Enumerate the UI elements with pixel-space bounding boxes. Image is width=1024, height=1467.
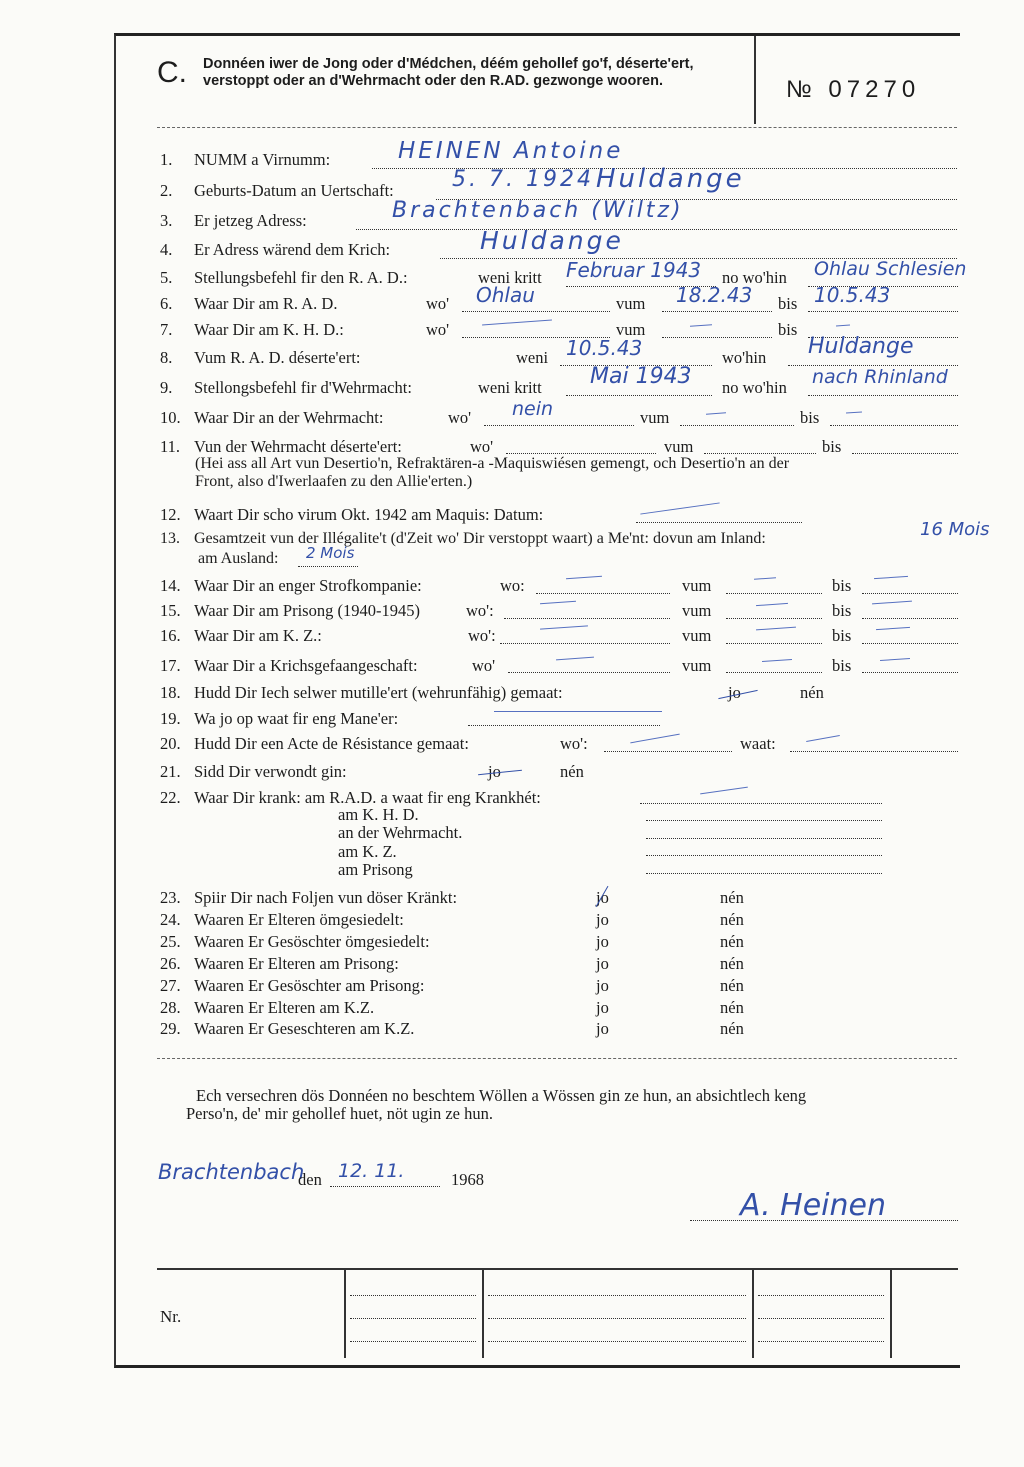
item-20-wo-label: wo': [560, 734, 588, 753]
item-17-vum-label: vum [682, 656, 712, 675]
item-16-bis-line[interactable] [862, 643, 958, 644]
item-8-where: Huldange [808, 334, 914, 359]
item-11-vum-label: vum [664, 437, 694, 456]
item-6-vum: 18.2.43 [676, 283, 753, 307]
item-18: 18. Hudd Dir Iech selwer mutille'ert (wehrunfähig) gemaat: [160, 683, 563, 702]
item-22-sub-kz: am K. Z. [338, 842, 397, 861]
item-26-nen[interactable]: nén [720, 954, 744, 973]
footer-col-1 [344, 1270, 346, 1358]
item-28-nen[interactable]: nén [720, 998, 744, 1017]
item-6: 6. Waar Dir am R. A. D. [160, 294, 338, 313]
item-16: 16. Waar Dir am K. Z.: [160, 626, 322, 645]
footer-col-3 [752, 1270, 754, 1358]
item-18-jo[interactable]: jo [728, 683, 741, 702]
item-4-value: Huldange [480, 226, 624, 255]
item-27: 27. Waaren Er Gesöschter am Prisong: [160, 976, 425, 995]
item-20-waat-line[interactable] [790, 751, 958, 752]
item-6-vum-line[interactable] [662, 311, 772, 312]
item-22-line-2[interactable] [646, 838, 882, 839]
item-5-where-label: no wo'hin [722, 268, 787, 287]
item-13-ausland-line[interactable] [298, 566, 358, 567]
item-10-wo: nein [512, 398, 554, 420]
item-3-value: Brachtenbach (Wiltz) [392, 198, 684, 223]
item-11-note-2: Front, also d'Iwerlaafen zu den Allie'erten.) [195, 473, 473, 490]
item-25-nen[interactable]: nén [720, 932, 744, 951]
item-15-wo-label: wo': [466, 601, 494, 620]
item-13-inland: 16 Mois [920, 519, 990, 540]
item-24-nen[interactable]: nén [720, 910, 744, 929]
item-10-wo-label: wo' [448, 408, 472, 427]
item-14-bis-label: bis [832, 576, 852, 595]
item-5: 5. Stellungsbefehl fir den R. A. D.: [160, 268, 408, 287]
item-22-line-3[interactable] [646, 855, 882, 856]
item-24-jo[interactable]: jo [596, 910, 609, 929]
item-28: 28. Waaren Er Elteren am K.Z. [160, 998, 375, 1017]
footer-cell-1-line-2[interactable] [350, 1318, 476, 1319]
item-29-nen[interactable]: nén [720, 1019, 744, 1038]
number-symbol: № [786, 76, 817, 103]
item-16-vum-line[interactable] [726, 643, 822, 644]
item-23-nen[interactable]: nén [720, 888, 744, 907]
declaration-line-2: Perso'n, de' mir gehollef huet, nöt ugin ze hun. [186, 1104, 494, 1123]
item-23-jo[interactable]: jo [596, 888, 609, 907]
item-17-bis-line[interactable] [862, 672, 958, 673]
footer-cell-3-line-1[interactable] [758, 1295, 884, 1296]
item-27-nen[interactable]: nén [720, 976, 744, 995]
item-3: 3. Er jetzeg Adress: [160, 211, 307, 230]
item-7-wo-label: wo' [426, 320, 450, 339]
item-22: 22. Waar Dir krank: am R.A.D. a waat fir eng Krankhét: [160, 788, 541, 807]
item-14-wo-label: wo: [500, 576, 525, 595]
item-3-line[interactable] [356, 229, 957, 230]
item-21-nen[interactable]: nén [560, 762, 584, 781]
item-10-vum-line[interactable] [680, 425, 794, 426]
item-9-where-label: no wo'hin [722, 378, 787, 397]
item-19-line[interactable] [468, 725, 660, 726]
item-5-when: Februar 1943 [566, 258, 702, 282]
item-25: 25. Waaren Er Gesöschter ömgesiedelt: [160, 932, 430, 951]
declaration-date-line[interactable] [330, 1186, 440, 1187]
item-7-bis-label: bis [778, 320, 798, 339]
item-11-wo-line[interactable] [506, 453, 656, 454]
header-divider [754, 36, 756, 124]
item-28-jo[interactable]: jo [596, 998, 609, 1017]
item-16-wo-label: wo': [468, 626, 496, 645]
item-1: 1. NUMM a Virnumm: [160, 150, 331, 169]
signature: A. Heinen [740, 1188, 886, 1223]
declaration-date: 12. 11. [338, 1160, 405, 1182]
item-16-vum-label: vum [682, 626, 712, 645]
footer-cell-3-line-3[interactable] [758, 1341, 884, 1342]
item-17: 17. Waar Dir a Krichsgefaangeschaft: [160, 656, 418, 675]
item-9-where-line[interactable] [808, 395, 958, 396]
declaration-den: den [298, 1170, 322, 1189]
footer-rule [157, 1268, 958, 1270]
item-7: 7. Waar Dir am K. H. D.: [160, 320, 344, 339]
item-7-vum-label: vum [616, 320, 646, 339]
item-6-bis: 10.5.43 [814, 283, 891, 307]
item-5-where: Ohlau Schlesien [814, 258, 967, 280]
item-6-bis-line[interactable] [808, 311, 958, 312]
header-rule [157, 127, 957, 128]
item-16-bis-label: bis [832, 626, 852, 645]
item-22-line-0[interactable] [640, 803, 882, 804]
item-18-nen[interactable]: nén [800, 683, 824, 702]
item-7-vum-line[interactable] [662, 337, 772, 338]
item-10-wo-line[interactable] [484, 425, 634, 426]
item-9-where: nach Rhinland [812, 366, 948, 388]
item-15-bis-label: bis [832, 601, 852, 620]
item-19-dash [494, 711, 662, 712]
item-21-jo[interactable]: jo [488, 762, 501, 781]
item-11-vum-line[interactable] [704, 453, 816, 454]
item-9-when: Mai 1943 [590, 364, 692, 389]
item-22-line-1[interactable] [646, 820, 882, 821]
footer-cell-1-line-1[interactable] [350, 1295, 476, 1296]
form-number [786, 76, 920, 104]
item-29-jo[interactable]: jo [596, 1019, 609, 1038]
item-6-wo-label: wo' [426, 294, 450, 313]
item-23: 23. Spiir Dir nach Foljen vun döser Kränkt: [160, 888, 458, 907]
items-end-rule [157, 1058, 957, 1059]
item-26: 26. Waaren Er Elteren am Prisong: [160, 954, 399, 973]
item-22-sub-wehrmacht: an der Wehrmacht. [338, 823, 463, 842]
item-11-note-1: (Hei ass all Art vun Desertio'n, Refraktären-a -Maquiswiésen gemengt, och Desertio'n an der [195, 455, 790, 472]
item-8-when: 10.5.43 [566, 336, 643, 360]
item-11: 11. Vun der Wehrmacht déserte'ert: [160, 437, 402, 456]
declaration-place: Brachtenbach [158, 1160, 305, 1184]
item-20: 20. Hudd Dir een Acte de Résistance gemaat: [160, 734, 469, 753]
section-title: Donnéen iwer de Jong oder d'Médchen, déém gehollef go'f, déserte'ert, verstoppt oder an d'Wehrmacht oder den R.AD. gezwonge wooren. [203, 56, 694, 89]
footer-cell-2-line-1[interactable] [488, 1295, 746, 1296]
item-6-bis-label: bis [778, 294, 798, 313]
item-26-jo[interactable]: jo [596, 954, 609, 973]
declaration-year: 1968 [451, 1170, 484, 1189]
item-21: 21. Sidd Dir verwondt gin: [160, 762, 347, 781]
item-6-vum-label: vum [616, 294, 646, 313]
item-9-when-label: weni kritt [478, 378, 542, 397]
footer-cell-1-line-3[interactable] [350, 1341, 476, 1342]
item-9-when-line[interactable] [566, 395, 712, 396]
item-8: 8. Vum R. A. D. déserte'ert: [160, 348, 361, 367]
item-24: 24. Waaren Er Elteren ömgesiedelt: [160, 910, 404, 929]
item-25-jo[interactable]: jo [596, 932, 609, 951]
item-6-wo-line[interactable] [462, 311, 610, 312]
item-11-bis-line[interactable] [852, 453, 958, 454]
footer-cell-3-line-2[interactable] [758, 1318, 884, 1319]
item-22-line-4[interactable] [646, 873, 882, 874]
item-29: 29. Waaren Er Geseschteren am K.Z. [160, 1019, 415, 1038]
item-4: 4. Er Adress wärend dem Krich: [160, 240, 391, 259]
item-13-ausland: 2 Mois [306, 544, 355, 562]
item-12: 12. Waart Dir scho virum Okt. 1942 am Maquis: Datum: [160, 505, 544, 524]
item-13: 13. Gesamtzeit vun der Illégalite't (d'Zeit wo' Dir verstoppt waart) a Me'nt: dovun am Inland: [160, 530, 766, 547]
footer-col-4 [890, 1270, 892, 1358]
item-1-value: HEINEN Antoine [398, 138, 624, 164]
item-20-waat-label: waat: [740, 734, 776, 753]
item-22-sub-khd: am K. H. D. [338, 805, 419, 824]
item-6-wo: Ohlau [476, 283, 535, 307]
item-2-place: Huldange [596, 164, 745, 194]
item-22-sub-prisong: am Prisong [338, 860, 413, 879]
item-2-date: 5. 7. 1924 [452, 167, 594, 192]
item-10-bis-label: bis [800, 408, 820, 427]
item-14-wo-line[interactable] [536, 593, 670, 594]
item-8-where-label: wo'hin [722, 348, 767, 367]
item-15-vum-line[interactable] [726, 618, 822, 619]
item-10-bis-line[interactable] [830, 425, 958, 426]
item-10-vum-label: vum [640, 408, 670, 427]
item-2: 2. Geburts-Datum an Uertschaft: [160, 181, 394, 200]
item-17-wo-label: wo' [472, 656, 496, 675]
item-9: 9. Stellongsbefehl fir d'Wehrmacht: [160, 378, 412, 397]
item-11-bis-label: bis [822, 437, 842, 456]
item-15-bis-line[interactable] [862, 618, 958, 619]
item-15-wo-line[interactable] [504, 618, 670, 619]
footer-nr-label: Nr. [160, 1307, 182, 1326]
section-letter: C. [157, 56, 187, 89]
item-14-vum-line[interactable] [726, 593, 822, 594]
item-14-vum-label: vum [682, 576, 712, 595]
declaration-line-1: Ech versechren dös Donnéen no beschtem Wöllen a Wössen gin ze hun, an absichtlech keng [196, 1086, 807, 1105]
item-11-wo-label: wo' [470, 437, 494, 456]
number-value: 07270 [828, 76, 921, 103]
footer-cell-2-line-3[interactable] [488, 1341, 746, 1342]
item-17-bis-label: bis [832, 656, 852, 675]
item-27-jo[interactable]: jo [596, 976, 609, 995]
item-14-bis-line[interactable] [862, 593, 958, 594]
item-16-wo-line[interactable] [500, 643, 670, 644]
item-19: 19. Wa jo op waat fir eng Mane'er: [160, 709, 399, 728]
item-8-when-label: weni [516, 348, 549, 367]
item-15-vum-label: vum [682, 601, 712, 620]
item-12-line[interactable] [636, 522, 802, 523]
item-10: 10. Waar Dir an der Wehrmacht: [160, 408, 384, 427]
item-17-vum-line[interactable] [726, 672, 822, 673]
item-20-wo-line[interactable] [604, 751, 732, 752]
item-5-when-label: weni kritt [478, 268, 542, 287]
item-14: 14. Waar Dir an enger Strofkompanie: [160, 576, 422, 595]
item-17-wo-line[interactable] [508, 672, 670, 673]
item-15: 15. Waar Dir am Prisong (1940-1945) [160, 601, 420, 620]
footer-col-2 [482, 1270, 484, 1358]
item-13-ausland-label: am Ausland: [198, 550, 279, 567]
footer-cell-2-line-2[interactable] [488, 1318, 746, 1319]
